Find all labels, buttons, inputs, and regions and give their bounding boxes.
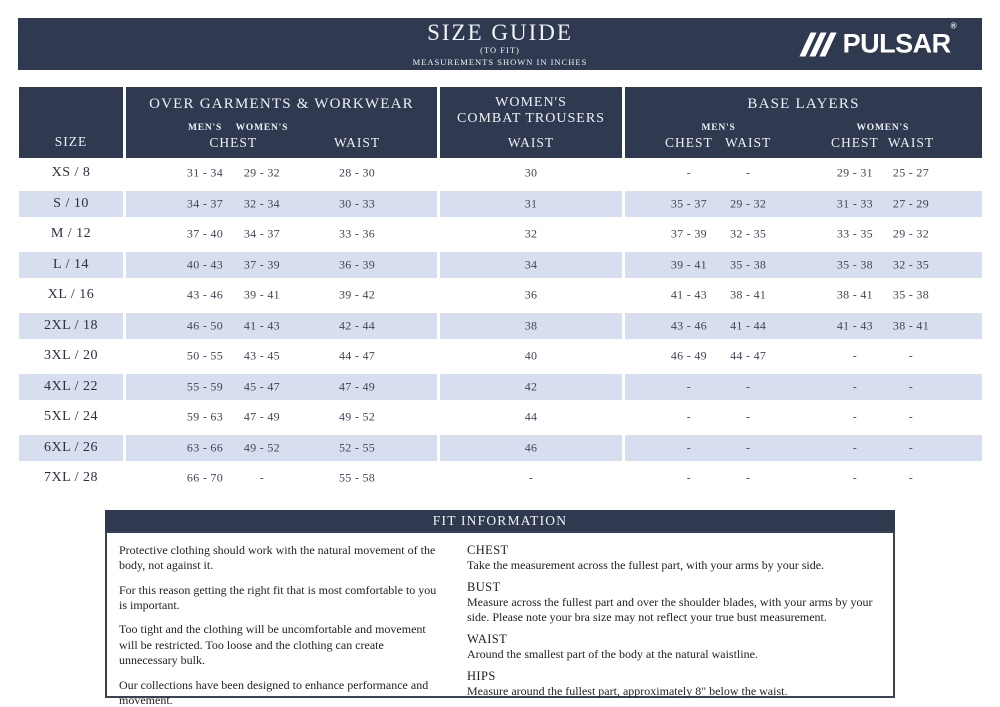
value-bl-mens-chest: - bbox=[686, 165, 692, 180]
table-row bbox=[19, 372, 982, 403]
fit-definition: Around the smallest part of the body at the natural waistline. bbox=[467, 647, 758, 661]
registered-mark: ® bbox=[950, 21, 956, 31]
fit-term: HIPS bbox=[467, 669, 496, 683]
row-overgarments-cells bbox=[126, 372, 437, 403]
value-bl-womens-chest: - bbox=[852, 440, 858, 455]
size-table-body bbox=[19, 158, 982, 494]
bl-mens-chest-label: CHEST bbox=[665, 135, 713, 150]
value-bl-mens-chest: 41 - 43 bbox=[670, 287, 707, 302]
value-combat-waist: 42 bbox=[524, 379, 538, 394]
header-size-col bbox=[19, 87, 123, 158]
row-baselayers-cells bbox=[625, 463, 982, 494]
fit-paragraph: Our collections have been designed to enhance performance and movement. bbox=[119, 677, 429, 707]
value-og-mens-chest: 63 - 66 bbox=[186, 440, 224, 455]
value-bl-womens-chest: - bbox=[852, 379, 858, 394]
row-overgarments-cells bbox=[126, 219, 437, 250]
bl-mens-waist-label: WAIST bbox=[725, 135, 772, 150]
value-og-waist: 55 - 58 bbox=[339, 470, 376, 485]
measurements-note: MEASUREMENTS SHOWN IN INCHES bbox=[412, 57, 588, 67]
page-subtitle: (TO FIT) bbox=[480, 45, 520, 55]
fit-paragraph: Protective clothing should work with the natural movement of the body, not against it. bbox=[119, 543, 436, 573]
size-table-header bbox=[19, 87, 982, 158]
row-overgarments-cells bbox=[126, 280, 437, 311]
fit-info-paragraphs bbox=[119, 543, 449, 707]
table-row bbox=[19, 341, 982, 372]
fit-paragraph: For this reason getting the right fit that is most comfortable to you is important. bbox=[119, 582, 437, 613]
fit-info-definitions bbox=[449, 543, 881, 698]
value-og-womens-chest: 32 - 34 bbox=[243, 196, 280, 211]
value-og-womens-chest: 34 - 37 bbox=[243, 226, 280, 241]
row-overgarments-cells bbox=[126, 250, 437, 281]
fit-term: WAIST bbox=[467, 632, 508, 646]
value-bl-womens-waist: 29 - 32 bbox=[892, 226, 930, 241]
banner bbox=[18, 18, 982, 70]
value-og-mens-chest: 40 - 43 bbox=[186, 257, 224, 272]
fit-definition: Take the measurement across the fullest part, with your arms by your side. bbox=[467, 558, 825, 572]
og-womens-label: WOMEN'S bbox=[235, 123, 289, 133]
og-mens-label: MEN'S bbox=[187, 123, 223, 133]
value-combat-waist: 36 bbox=[524, 287, 538, 302]
value-og-waist: 44 - 47 bbox=[339, 348, 376, 363]
value-bl-mens-waist: - bbox=[746, 440, 751, 455]
row-baselayers-cells bbox=[625, 158, 982, 189]
row-combat-cells bbox=[440, 158, 622, 189]
table-row bbox=[19, 311, 982, 342]
value-og-womens-chest: 39 - 41 bbox=[243, 287, 280, 302]
size-col-label: SIZE bbox=[54, 134, 88, 149]
row-baselayers-cells bbox=[625, 280, 982, 311]
value-combat-waist: 44 bbox=[524, 409, 538, 424]
fit-definition: Measure across the fullest part and over the shoulder blades, with your arms by your side. Please note your bra size may not reflect your true bust measurement. bbox=[467, 595, 873, 624]
value-bl-mens-waist: 29 - 32 bbox=[730, 196, 767, 211]
size-cell: L / 14 bbox=[19, 250, 123, 281]
value-bl-mens-waist: 44 - 47 bbox=[730, 348, 767, 363]
value-og-mens-chest: 66 - 70 bbox=[186, 470, 224, 485]
size-cell: 3XL / 20 bbox=[43, 348, 99, 364]
value-combat-waist: 30 bbox=[524, 165, 538, 180]
value-bl-womens-chest: - bbox=[852, 348, 858, 363]
fit-term: BUST bbox=[467, 580, 501, 594]
row-combat-cells bbox=[440, 250, 622, 281]
value-bl-womens-waist: - bbox=[908, 409, 914, 424]
size-cell: 5XL / 24 bbox=[43, 409, 99, 425]
table-row bbox=[19, 250, 982, 281]
value-bl-mens-chest: - bbox=[686, 379, 692, 394]
row-overgarments-cells bbox=[126, 158, 437, 189]
value-bl-womens-waist: 32 - 35 bbox=[892, 257, 930, 272]
value-bl-mens-chest: 37 - 39 bbox=[670, 226, 707, 241]
bl-mens-label: MEN'S bbox=[701, 123, 736, 133]
row-baselayers-cells bbox=[625, 433, 982, 464]
value-bl-mens-chest: - bbox=[686, 470, 692, 485]
value-combat-waist: 34 bbox=[524, 257, 538, 272]
value-og-waist: 36 - 39 bbox=[339, 257, 376, 272]
value-bl-womens-waist: 35 - 38 bbox=[892, 287, 930, 302]
size-cell: 2XL / 18 bbox=[19, 311, 123, 342]
value-og-mens-chest: 43 - 46 bbox=[186, 287, 224, 302]
value-bl-mens-chest: - bbox=[686, 409, 692, 424]
row-combat-cells bbox=[440, 402, 622, 433]
og-chest-label: CHEST bbox=[209, 135, 258, 150]
table-row bbox=[19, 189, 982, 220]
fit-definition: Measure around the fullest part, approximately 8" below the waist. bbox=[467, 684, 788, 698]
row-overgarments-cells bbox=[126, 433, 437, 464]
value-combat-waist: 31 bbox=[524, 196, 538, 211]
value-bl-womens-chest: - bbox=[852, 470, 858, 485]
value-bl-womens-chest: 33 - 35 bbox=[836, 226, 873, 241]
value-combat-waist: 40 bbox=[524, 348, 538, 363]
value-combat-waist: 38 bbox=[524, 318, 538, 333]
header-baselayers bbox=[625, 87, 982, 158]
bl-womens-waist-label: WAIST bbox=[887, 135, 935, 150]
brand-text: PULSAR bbox=[842, 28, 951, 59]
value-og-mens-chest: 31 - 34 bbox=[186, 165, 224, 180]
value-bl-mens-waist: 41 - 44 bbox=[730, 318, 767, 333]
row-combat-cells bbox=[440, 219, 622, 250]
row-baselayers-cells bbox=[625, 341, 982, 372]
value-og-womens-chest: 37 - 39 bbox=[243, 257, 280, 272]
size-cell: XL / 16 bbox=[47, 287, 95, 303]
row-combat-cells bbox=[440, 372, 622, 403]
value-og-womens-chest: 41 - 43 bbox=[243, 318, 280, 333]
value-og-mens-chest: 55 - 59 bbox=[186, 379, 224, 394]
row-combat-cells bbox=[440, 280, 622, 311]
value-bl-mens-waist: - bbox=[746, 470, 751, 485]
value-bl-mens-chest: 46 - 49 bbox=[670, 348, 707, 363]
row-baselayers-cells bbox=[625, 402, 982, 433]
overgarments-title: OVER GARMENTS & WORKWEAR bbox=[149, 96, 414, 112]
value-og-waist: 39 - 42 bbox=[339, 287, 376, 302]
row-combat-cells bbox=[440, 433, 622, 464]
value-bl-womens-waist: 25 - 27 bbox=[892, 165, 930, 180]
value-og-waist: 42 - 44 bbox=[339, 318, 376, 333]
value-bl-womens-waist: 27 - 29 bbox=[892, 196, 930, 211]
value-bl-womens-chest: 31 - 33 bbox=[836, 196, 873, 211]
size-cell: 6XL / 26 bbox=[19, 433, 123, 464]
header-combat-trousers bbox=[440, 87, 622, 158]
logo-slashes-icon bbox=[805, 32, 835, 56]
fit-information-body bbox=[105, 531, 895, 707]
brand-name bbox=[842, 21, 956, 59]
table-row bbox=[19, 158, 982, 189]
value-og-mens-chest: 37 - 40 bbox=[186, 226, 224, 241]
value-bl-mens-chest: 43 - 46 bbox=[670, 318, 707, 333]
value-og-waist: 49 - 52 bbox=[339, 409, 376, 424]
fit-paragraph: Too tight and the clothing will be uncomfortable and movement will be restricted. Too loose and the clothing can create unnecessary bulk. bbox=[119, 622, 426, 668]
value-bl-womens-chest: - bbox=[852, 409, 858, 424]
value-bl-mens-waist: - bbox=[746, 409, 751, 424]
value-bl-mens-waist: 32 - 35 bbox=[730, 226, 767, 241]
combat-title-line2: COMBAT TROUSERS bbox=[457, 111, 605, 127]
row-overgarments-cells bbox=[126, 341, 437, 372]
value-bl-mens-chest: 39 - 41 bbox=[670, 257, 707, 272]
bl-womens-label: WOMEN'S bbox=[856, 123, 910, 133]
value-og-waist: 30 - 33 bbox=[339, 196, 376, 211]
combat-title-line1: WOMEN'S bbox=[495, 95, 567, 110]
fit-term: CHEST bbox=[467, 543, 509, 557]
row-combat-cells bbox=[440, 311, 622, 342]
value-og-waist: 28 - 30 bbox=[339, 165, 376, 180]
table-row bbox=[19, 219, 982, 250]
value-og-womens-chest: 45 - 47 bbox=[243, 379, 280, 394]
value-bl-womens-waist: 38 - 41 bbox=[892, 318, 930, 333]
header-overgarments bbox=[126, 87, 437, 158]
value-bl-mens-waist: 38 - 41 bbox=[730, 287, 767, 302]
size-cell: M / 12 bbox=[50, 226, 92, 242]
page-title: SIZE GUIDE bbox=[427, 20, 573, 45]
row-baselayers-cells bbox=[625, 219, 982, 250]
value-og-waist: 47 - 49 bbox=[339, 379, 376, 394]
value-bl-womens-chest: 35 - 38 bbox=[836, 257, 873, 272]
size-cell: S / 10 bbox=[19, 189, 123, 220]
value-bl-womens-waist: - bbox=[908, 348, 914, 363]
combat-title bbox=[440, 95, 622, 127]
value-combat-waist: 32 bbox=[524, 226, 538, 241]
value-bl-womens-waist: - bbox=[908, 379, 914, 394]
value-bl-mens-waist: 35 - 38 bbox=[730, 257, 767, 272]
value-og-waist: 33 - 36 bbox=[339, 226, 376, 241]
value-og-womens-chest: 47 - 49 bbox=[243, 409, 280, 424]
row-combat-cells bbox=[440, 341, 622, 372]
row-overgarments-cells bbox=[126, 311, 437, 342]
pulsar-logo bbox=[805, 21, 956, 59]
value-og-mens-chest: 46 - 50 bbox=[186, 318, 224, 333]
size-cell: 4XL / 22 bbox=[19, 372, 123, 403]
value-bl-mens-chest: - bbox=[686, 440, 692, 455]
og-waist-label: WAIST bbox=[333, 135, 381, 150]
size-table bbox=[19, 87, 982, 494]
table-row bbox=[19, 280, 982, 311]
value-og-womens-chest: 49 - 52 bbox=[243, 440, 280, 455]
row-baselayers-cells bbox=[625, 250, 982, 281]
size-cell: 7XL / 28 bbox=[43, 470, 99, 486]
row-baselayers-cells bbox=[625, 189, 982, 220]
value-bl-womens-chest: 29 - 31 bbox=[836, 165, 873, 180]
row-overgarments-cells bbox=[126, 189, 437, 220]
table-row bbox=[19, 402, 982, 433]
baselayers-title: BASE LAYERS bbox=[747, 96, 860, 112]
row-overgarments-cells bbox=[126, 463, 437, 494]
combat-waist-label: WAIST bbox=[507, 135, 555, 150]
value-og-mens-chest: 50 - 55 bbox=[186, 348, 224, 363]
value-bl-womens-chest: 38 - 41 bbox=[836, 287, 873, 302]
fit-information-title: FIT INFORMATION bbox=[105, 510, 895, 531]
value-bl-womens-waist: - bbox=[908, 470, 914, 485]
value-og-womens-chest: - bbox=[259, 470, 265, 485]
table-row bbox=[19, 463, 982, 494]
value-bl-mens-waist: - bbox=[746, 379, 751, 394]
value-og-mens-chest: 34 - 37 bbox=[186, 196, 224, 211]
value-bl-mens-waist: - bbox=[746, 165, 751, 180]
value-og-mens-chest: 59 - 63 bbox=[186, 409, 224, 424]
row-combat-cells bbox=[440, 189, 622, 220]
value-og-womens-chest: 29 - 32 bbox=[243, 165, 280, 180]
fit-information-section bbox=[105, 510, 895, 707]
row-baselayers-cells bbox=[625, 311, 982, 342]
row-combat-cells bbox=[440, 463, 622, 494]
value-combat-waist: 46 bbox=[524, 440, 538, 455]
value-combat-waist: - bbox=[528, 470, 534, 485]
bl-womens-chest-label: CHEST bbox=[831, 135, 879, 150]
value-bl-womens-waist: - bbox=[908, 440, 914, 455]
size-cell: XS / 8 bbox=[51, 165, 91, 181]
value-bl-mens-chest: 35 - 37 bbox=[670, 196, 707, 211]
value-og-womens-chest: 43 - 45 bbox=[243, 348, 280, 363]
value-bl-womens-chest: 41 - 43 bbox=[836, 318, 873, 333]
row-overgarments-cells bbox=[126, 402, 437, 433]
table-row bbox=[19, 433, 982, 464]
value-og-waist: 52 - 55 bbox=[339, 440, 376, 455]
row-baselayers-cells bbox=[625, 372, 982, 403]
